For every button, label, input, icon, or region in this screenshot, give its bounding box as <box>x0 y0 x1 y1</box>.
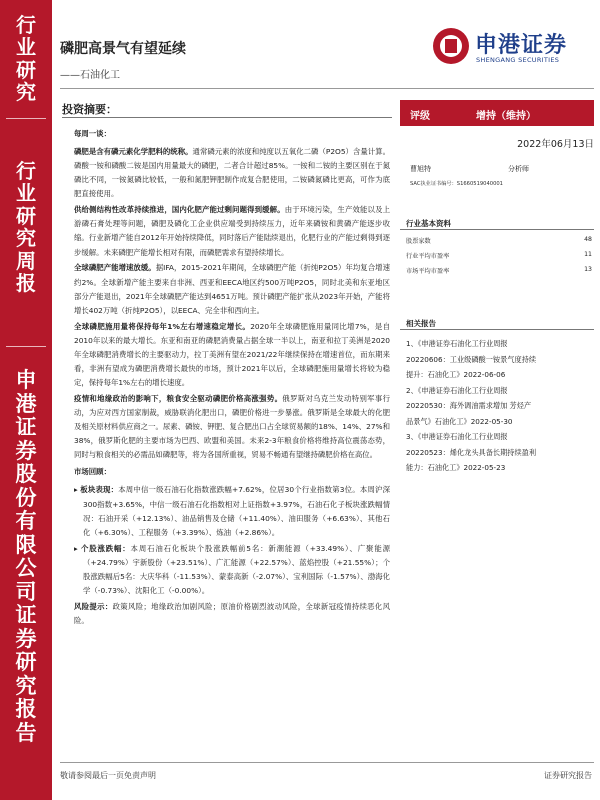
sidebar-char: 行 <box>16 159 36 183</box>
sidebar-char: 有 <box>15 508 37 534</box>
sidebar-industry-research <box>0 14 52 104</box>
sidebar-char: 限 <box>15 531 37 557</box>
left-sidebar <box>0 0 52 800</box>
industry-basics-heading: 行业基本资料 <box>406 219 451 228</box>
sidebar-char: 行 <box>16 13 36 37</box>
related-report-line: 能力：石油化工》2022-05-23 <box>406 463 506 472</box>
basics-divider <box>400 229 594 230</box>
related-report-line: 提升：石油化工》2022-06-06 <box>406 370 506 379</box>
sidebar-char: 究 <box>15 672 37 698</box>
sidebar-divider <box>6 346 46 347</box>
sidebar-char: 报 <box>16 270 36 295</box>
related-report-line: 品景气》石油化工》2022-05-30 <box>406 416 513 426</box>
analyst-name: 曹旭特 <box>410 165 431 173</box>
sidebar-weekly-report <box>0 160 52 294</box>
related-report-line: 20220606：工业级磷酸一铵景气度持续 <box>406 354 537 364</box>
sidebar-char: 业 <box>16 181 36 206</box>
logo-mark-icon <box>433 28 469 64</box>
sidebar-char: 券 <box>15 625 37 651</box>
related-reports-heading: 相关报告 <box>406 319 436 328</box>
sidebar-char: 报 <box>15 696 37 722</box>
bullet-sector-performance: ▸ 板块表现：本周中信一级石油石化指数涨跌幅+7.62%，位居30个行业指数第3位。本周沪深300指数+3.65%，中信一级石油石化指数相对上证指数+3.97%，石油石化子板块涨跌幅情况：石油开采（+12.13%）、油品销售及仓储（+11.40%）、油田服务（+6.63%）、其他石化（+6.30%）、工程服务（+3.39%）、炼油（+2.86%）。 <box>74 485 390 537</box>
market-review-heading: 市场回顾： <box>74 467 111 477</box>
logo-english-name: SHENGANG SECURITIES <box>476 56 560 64</box>
related-report-line: 20220530：海外调油需求增加 芳烃产 <box>406 401 532 410</box>
report-subtitle: ——石油化工 <box>60 70 120 81</box>
sidebar-char: 券 <box>15 437 37 463</box>
related-report-line: 3、《申港证券石油化工行业周报 <box>406 432 508 441</box>
sidebar-company-name <box>0 368 52 744</box>
rating-label: 评级 <box>410 111 430 122</box>
bullet-stock-moves: ▸ 个股涨跌幅：本周石油石化板块个股涨跌幅前5名：新潮能源（+33.49%）、广聚能源（+24.79%）宇新股份（+23.51%）、广汇能源（+22.57%）、蓝焰控股（+21.55%）；个股涨跌幅后5名：大庆华科（-11.53%）、蒙泰高新（-2.07%）、宝利国际（-1.57%）、渤海化学（-0.73%）、沈阳化工（-0.00%）。 <box>74 543 390 595</box>
basic-row: 行业平均市盈率 11 <box>406 251 592 260</box>
sidebar-char: 究 <box>16 80 36 105</box>
basic-row: 股票家数 48 <box>406 236 592 245</box>
sidebar-divider <box>6 118 46 119</box>
sidebar-char: 司 <box>15 578 37 604</box>
company-logo <box>433 28 593 68</box>
header-divider <box>60 88 594 89</box>
footer-divider <box>60 762 594 763</box>
basic-row: 市场平均市盈率 13 <box>406 266 592 275</box>
analyst-role: 分析师 <box>508 165 529 173</box>
summary-divider <box>62 117 392 118</box>
sidebar-char: 证 <box>15 414 37 440</box>
sidebar-char: 申 <box>15 367 37 392</box>
sidebar-char: 研 <box>15 649 37 675</box>
rating-value: 增持（维持） <box>476 111 536 122</box>
sidebar-char: 份 <box>15 484 37 510</box>
paragraph: 磷肥是含有磷元素化学肥料的统称。通常磷元素的浓度和纯度以五氧化二磷（P2O5）含量计算。磷酸一铵和磷酸二铵是国内用量最大的磷肥，二者合计超过85%。一铵和二铵的主要区别在于氮磷比不同，一铵氮磷比较低，一般和氮肥钾肥制作成复合肥使用，二铵磷氮磷比更高，可作为底肥直接使用。 <box>74 147 390 199</box>
paragraph: 全球磷肥施用量将保持每年1%左右增速稳定增长。2020年全球磷肥施用量同比增7%，是自2010年以来的最大增长。东亚和南亚的磷肥消费量占据全球一半以上，南亚和拉丁美洲是2020年全球磷肥消费增长的主要驱动力，拉丁美洲有望在2021/22年继续保持在增速首位，而东期来看，非洲有望成为磷肥消费增长最快的市场，预计2021年以后，全球磷肥施用量增长将较为稳定，保持每年1%左右的增长速度。 <box>74 321 390 387</box>
paragraph: 疫情和地缘政治的影响下，粮食安全驱动磷肥价格高涨强势。俄罗斯对乌克兰发动特别军事行动，为应对西方国家制裁，威胁联消化肥出口，磷肥价格进一步暴涨。俄罗斯是全球最大的化肥及相关原材料供应商之一。尿素、磷铵、钾肥、复合肥出口占全球贸易额的18%、14%、27%和38%，俄罗斯化肥的主要市场为巴西、欧盟和美国。未来2-3年粮食价格将维持高位震荡态势，同时与粮食相关的必需品如磷肥等，将为各国所重视，贸易不畅通有望继持磷肥价格在高位。 <box>74 393 390 460</box>
summary-heading: 投资摘要： <box>62 103 117 116</box>
logo-chinese-name: 申港证券 <box>475 33 568 58</box>
sidebar-char: 研 <box>16 57 36 82</box>
related-reports-list <box>406 336 592 476</box>
related-report-line: 2、《申港证券石油化工行业周报 <box>406 385 508 395</box>
sidebar-char: 业 <box>16 35 36 60</box>
risk-warning: 风险提示：政策风险；地缘政治加剧风险；原油价格剧烈波动风险，全球新冠疫情持续恶化风险。 <box>74 601 390 625</box>
sidebar-char: 港 <box>15 390 37 416</box>
sidebar-char: 证 <box>15 602 37 628</box>
summary-body <box>74 124 390 630</box>
sac-license: SAC执业证书编号：S1660519040001 <box>410 181 503 187</box>
report-date: 2022年06月13日 <box>517 139 594 150</box>
rating-bar <box>400 100 594 126</box>
related-report-line: 20220523：烯化龙头具备长期持续盈利 <box>406 447 537 457</box>
sidebar-char: 股 <box>15 461 37 487</box>
paragraph: 供给侧结构性改革持续推进，国内化肥产能过剩问题得到缓解。由于环境污染，生产效能以及上游磷石膏处理等问题，磷肥及磷化工企业供应端受到持续压力，近年来磷铵和黄磷产能逐步收缩。行业新增产能自2012年开始持续降低，同时落后产能陆续退出，化肥行业的产能过剩得到逐步缓解。未来磷肥产能增长相对有限，而磷肥需求有望持续增长。 <box>74 205 390 257</box>
sidebar-char: 研 <box>16 203 36 228</box>
weekly-talk-label: 每周一谈： <box>74 129 111 138</box>
sidebar-char: 公 <box>15 555 37 581</box>
sidebar-char: 告 <box>15 719 37 745</box>
report-title: 磷肥高景气有望延续 <box>60 41 186 57</box>
related-divider <box>400 329 594 330</box>
report-type: 证券研究报告 <box>544 771 592 780</box>
related-report-line: 1、《申港证券石油化工行业周报 <box>406 339 508 348</box>
disclaimer-note: 敬请参阅最后一页免责声明 <box>60 771 156 780</box>
sidebar-char: 究 <box>16 226 36 251</box>
sidebar-char: 周 <box>16 248 36 273</box>
paragraph: 全球磷肥产能增速放缓。据IFA，2015-2021年期间，全球磷肥产能（折纯P2O5）年均复合增速约2%。全球新增产能主要来自非洲、西亚和EECA地区约500万吨P2O5，同时北美和东亚地区部分产能退出，2021年全球磷肥产能达到4651万吨。预计磷肥产能扩张从2023年开始，产能将增长402万吨（折纯P2O5），以EECA、完全非和西向主。 <box>74 263 390 315</box>
